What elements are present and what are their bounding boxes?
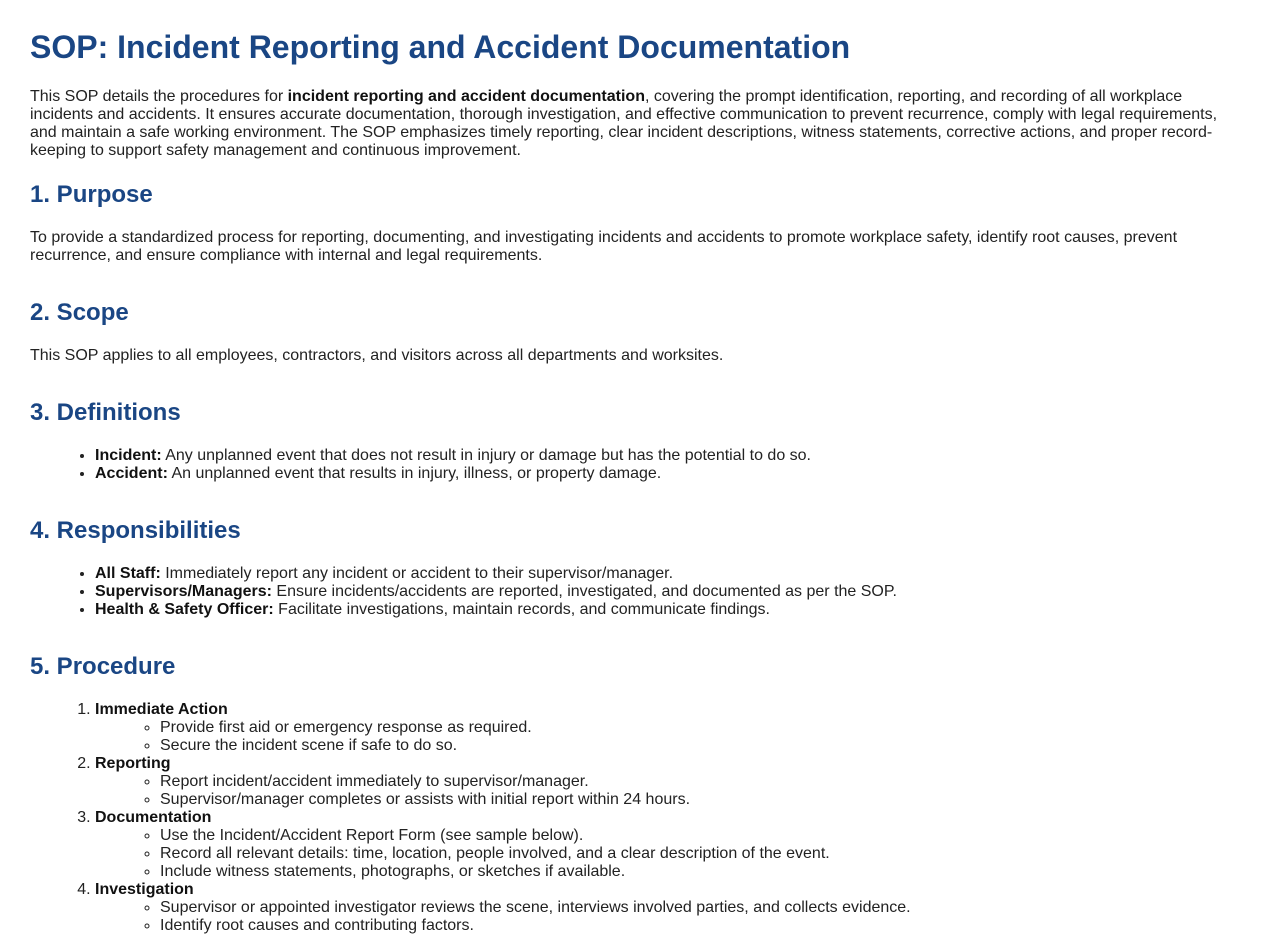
intro-text-bold: incident reporting and accident documentation	[287, 88, 645, 105]
definition-item	[95, 465, 1233, 483]
procedure-step	[95, 701, 1233, 755]
section-heading-procedure: 5. Procedure	[30, 653, 176, 680]
procedure-substep: ◦ Supervisor or appointed investigator reviews the scene, interviews involved parties, and collects evidence.	[160, 899, 1233, 917]
procedure-steps	[30, 701, 1233, 935]
definition-term: Incident:	[95, 447, 162, 464]
section-heading-definitions: 3. Definitions	[30, 399, 181, 426]
definition-item	[95, 447, 1233, 465]
section-heading-scope: 2. Scope	[30, 299, 129, 326]
procedure-substeps	[95, 899, 1233, 935]
procedure-substep: ◦ Supervisor/manager completes or assists with initial report within 24 hours.	[160, 791, 1233, 809]
page-title: SOP: Incident Reporting and Accident Documentation	[30, 29, 851, 65]
responsibility-text: Immediately report any incident or accident to their supervisor/manager.	[160, 565, 674, 582]
responsibility-role: Health & Safety Officer:	[95, 601, 274, 618]
definitions-list	[30, 447, 1233, 483]
procedure-step-title: Investigation	[95, 881, 194, 898]
procedure-substep: ◦ Include witness statements, photographs, or sketches if available.	[160, 863, 1233, 881]
procedure-substep: ◦ Identify root causes and contributing factors.	[160, 917, 1233, 935]
definition-term: Accident:	[95, 465, 168, 482]
procedure-step	[95, 881, 1233, 935]
procedure-substeps	[95, 719, 1233, 755]
procedure-step-title: Documentation	[95, 809, 212, 826]
procedure-step	[95, 755, 1233, 809]
procedure-step	[95, 809, 1233, 881]
responsibility-text: Ensure incidents/accidents are reported, investigated, and documented as per the SOP.	[271, 583, 897, 600]
section-heading-responsibilities: 4. Responsibilities	[30, 517, 241, 544]
purpose-text: To provide a standardized process for reporting, documenting, and investigating incidents and accidents to promote workplace safety, identify root causes, prevent recurrence, and ensure compliance with internal and legal requirements.	[30, 229, 1178, 264]
procedure-substep: ◦ Report incident/accident immediately to supervisor/manager.	[160, 773, 1233, 791]
scope-text: This SOP applies to all employees, contractors, and visitors across all departments and worksites.	[30, 347, 724, 364]
intro-paragraph	[30, 88, 1233, 160]
procedure-substep: ◦ Use the Incident/Accident Report Form (see sample below).	[160, 827, 1233, 845]
intro-text-before: This SOP details the procedures for	[30, 88, 288, 105]
responsibility-role: All Staff:	[95, 565, 161, 582]
responsibility-text: Facilitate investigations, maintain records, and communicate findings.	[273, 601, 770, 618]
procedure-substep: ◦ Provide first aid or emergency response as required.	[160, 719, 1233, 737]
procedure-step-title: Immediate Action	[95, 701, 228, 718]
definition-text: An unplanned event that results in injury, illness, or property damage.	[167, 465, 662, 482]
responsibility-item	[95, 583, 1233, 601]
responsibility-item	[95, 565, 1233, 583]
procedure-substeps	[95, 827, 1233, 881]
procedure-substep: ◦ Secure the incident scene if safe to do so.	[160, 737, 1233, 755]
responsibilities-list	[30, 565, 1233, 619]
procedure-substep: ◦ Record all relevant details: time, location, people involved, and a clear description of the event.	[160, 845, 1233, 863]
intro-text-after: , covering the prompt identification, reporting, and recording of all workplace incidents and accidents. It ensures accurate documentation, thorough investigation, and effective communication to prevent recurrence, comply with legal requirements, and maintain a safe working environment. The SOP emphasizes timely reporting, clear incident descriptions, witness statements, corrective actions, and proper record-keeping to support safety management and continuous improvement.	[30, 88, 1218, 159]
responsibility-item	[95, 601, 1233, 619]
responsibility-role: Supervisors/Managers:	[95, 583, 272, 600]
procedure-step-title: Reporting	[95, 755, 171, 772]
section-heading-purpose: 1. Purpose	[30, 181, 153, 208]
definition-text: Any unplanned event that does not result in injury or damage but has the potential to do so.	[161, 447, 811, 464]
procedure-substeps	[95, 773, 1233, 809]
